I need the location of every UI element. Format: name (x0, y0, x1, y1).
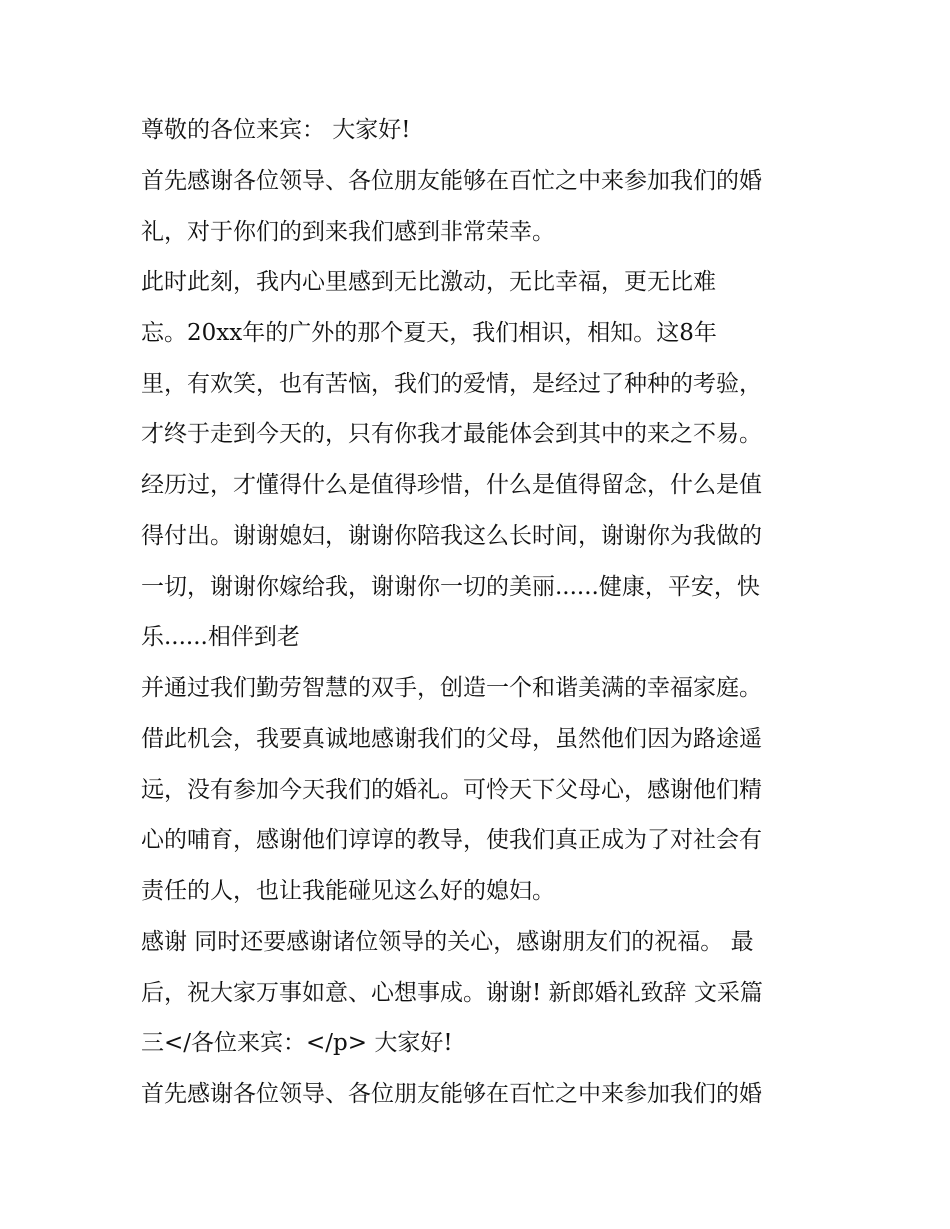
text-line: 里，有欢笑，也有苦恼，我们的爱情，是经过了种种的考验， (141, 371, 762, 397)
text-line: 并通过我们勤劳智慧的双手，创造一个和谐美满的幸福家庭。 (141, 675, 762, 701)
text-line: 忘。20xx年的广外的那个夏天，我们相识，相知。这8年 (141, 320, 717, 346)
text-line: 此时此刻，我内心里感到无比激动，无比幸福，更无比难 (141, 269, 716, 295)
text-line: 一切，谢谢你嫁给我，谢谢你一切的美丽......健康，平安，快 (141, 574, 760, 600)
text-line: 礼，对于你们的到来我们感到非常荣幸。 (141, 219, 555, 245)
text-line: 才终于走到今天的，只有你我才最能体会到其中的来之不易。 (141, 421, 762, 447)
text-line: 经历过，才懂得什么是值得珍惜，什么是值得留念，什么是值 (141, 472, 762, 498)
text-line: 得付出。谢谢媳妇，谢谢你陪我这么长时间，谢谢你为我做的 (141, 523, 762, 549)
text-line: 首先感谢各位领导、各位朋友能够在百忙之中来参加我们的婚 (141, 1081, 762, 1107)
text-line: 借此机会，我要真诚地感谢我们的父母，虽然他们因为路途遥 (141, 726, 762, 752)
text-line: 乐......相伴到老 (141, 624, 300, 650)
text-line: 责任的人，也让我能碰见这么好的媳妇。 (141, 878, 555, 904)
text-line: 后，祝大家万事如意、心想事成。谢谢! 新郎婚礼致辞 文采篇 (141, 980, 763, 1006)
text-line: 远，没有参加今天我们的婚礼。可怜天下父母心，感谢他们精 (141, 777, 762, 803)
text-line: 心的哺育，感谢他们谆谆的教导，使我们真正成为了对社会有 (141, 827, 762, 853)
text-line: 三</各位来宾：</p> 大家好! (141, 1030, 453, 1056)
text-line: 感谢 同时还要感谢诸位领导的关心，感谢朋友们的祝福。 最 (141, 929, 754, 955)
text-line: 首先感谢各位领导、各位朋友能够在百忙之中来参加我们的婚 (141, 168, 762, 194)
text-line: 尊敬的各位来宾： 大家好! (141, 117, 411, 143)
